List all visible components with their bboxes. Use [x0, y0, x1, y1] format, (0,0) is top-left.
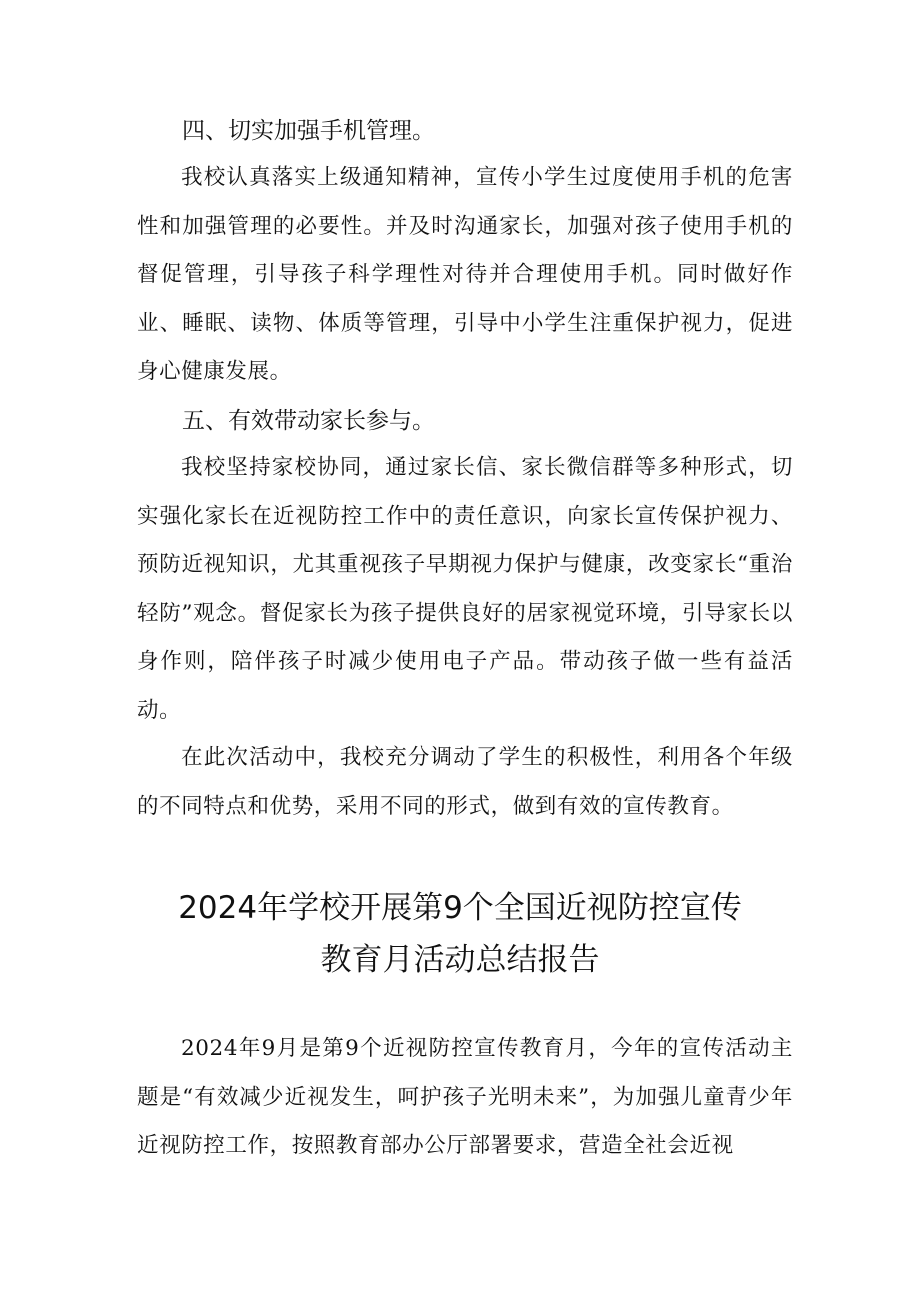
report-title-line-2: 教育月活动总结报告 — [320, 942, 600, 978]
closing-paragraph: 在此次活动中，我校充分调动了学生的积极性，利用各个年级的不同特点和优势，采用不同的形式，做到有效的宣传教育。 — [137, 745, 793, 819]
report-title-line-1: 2024年学校开展第9个全国近视防控宣传 — [178, 890, 742, 926]
section-4-heading: 四、切实加强手机管理。 — [182, 118, 435, 144]
section-5-paragraph: 我校坚持家校协同，通过家长信、家长微信群等多种形式，切实强化家长在近视防控工作中的责任意识，向家长宣传保护视力、预防近视知识，尤其重视孩子早期视力保护与健康，改变家长“重治轻防”观念。督促家长为孩子提供良好的居家视觉环境，引导家长以身作则，陪伴孩子时减少使用电子产品。带动孩子做一些有益活动。 — [137, 455, 793, 723]
section-5-heading: 五、有效带动家长参与。 — [182, 408, 435, 434]
section-4-paragraph: 我校认真落实上级通知精神，宣传小学生过度使用手机的危害性和加强管理的必要性。并及时沟通家长，加强对孩子使用手机的督促管理，引导孩子科学理性对待并合理使用手机。同时做好作业、睡眠、读物、体质等管理，引导中小学生注重保护视力，促进身心健康发展。 — [137, 165, 793, 384]
report-intro-paragraph: 2024年9月是第9个近视防控宣传教育月，今年的宣传活动主题是“有效减少近视发生，呵护孩子光明未来”，为加强儿童青少年近视防控工作，按照教育部办公厅部署要求，营造全社会近视 — [137, 1036, 793, 1158]
